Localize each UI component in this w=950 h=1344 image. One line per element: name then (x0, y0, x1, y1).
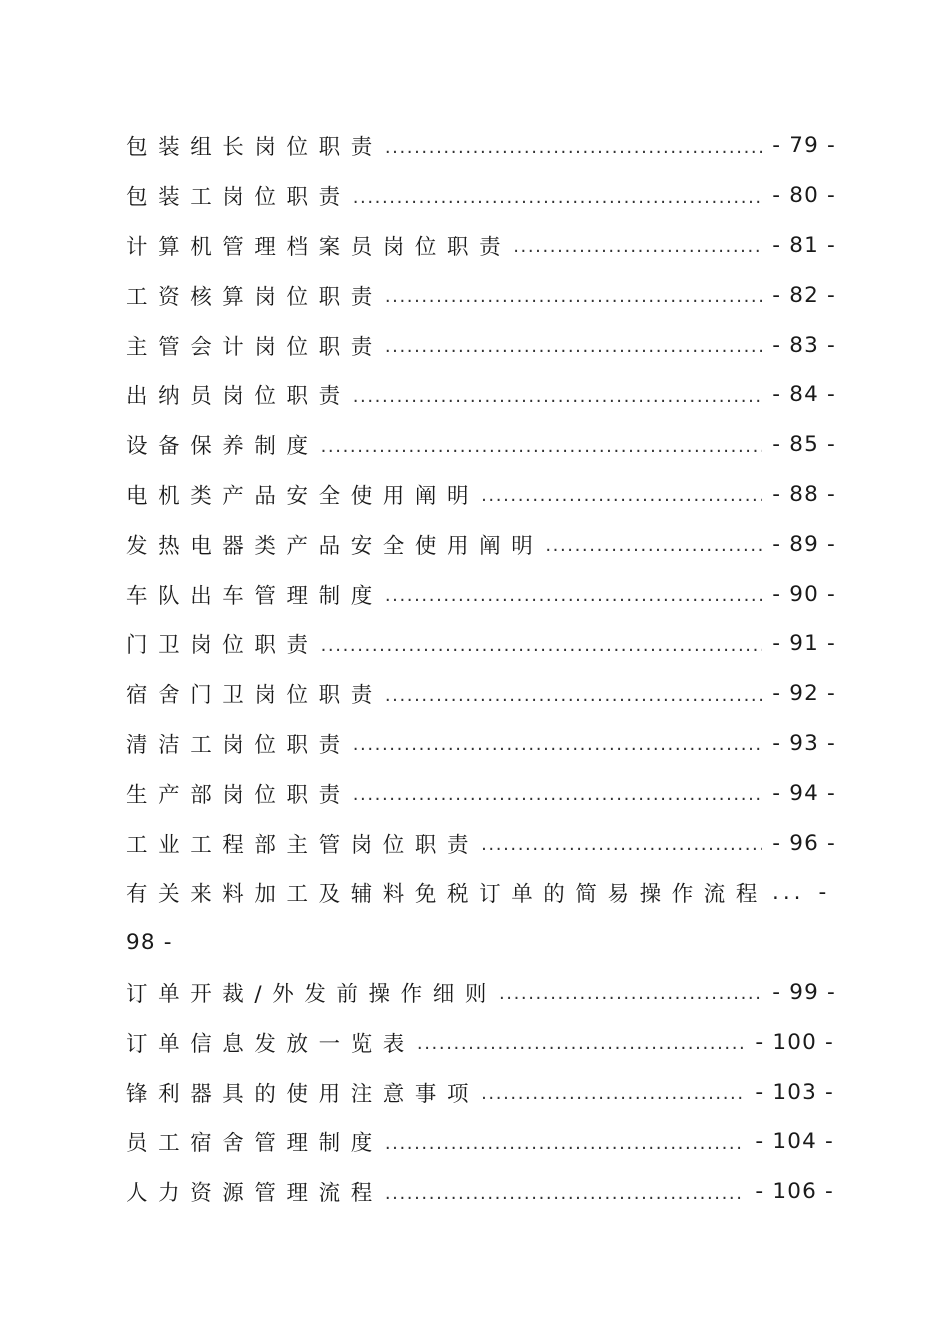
toc-entry-title: 设备保养制度 (126, 434, 319, 460)
toc-dot-leader (513, 232, 762, 258)
toc-entry-title: 生产部岗位职责 (126, 782, 351, 808)
toc-entry-page: - 90 - (772, 581, 836, 607)
toc-dot-leader (481, 481, 762, 507)
toc-dot-leader (385, 581, 762, 607)
toc-entry-title: 出纳员岗位职责 (126, 384, 351, 410)
toc-entry-title: 包装组长岗位职责 (126, 135, 383, 161)
toc-entry[interactable] (126, 470, 846, 520)
toc-entry-wrapped-continuation (126, 918, 846, 968)
toc-entry[interactable] (126, 968, 846, 1018)
toc-entry[interactable] (126, 1067, 846, 1117)
toc-entry-title: 清洁工岗位职责 (126, 732, 351, 758)
toc-entry-page: - 99 - (772, 979, 836, 1005)
toc-entry-page: - 89 - (772, 531, 836, 557)
toc-entry-page: - 92 - (772, 681, 836, 707)
toc-dot-leader (385, 133, 762, 159)
toc-entry[interactable] (126, 1117, 846, 1167)
toc-entry-page: - 94 - (772, 780, 836, 806)
toc-entry[interactable] (126, 569, 846, 619)
toc-entry-title: 工业工程部主管岗位职责 (126, 832, 480, 858)
toc-entry-page: - 100 - (755, 1029, 834, 1055)
toc-entry-page-part: 98 - (126, 930, 173, 956)
toc-entry[interactable] (126, 370, 846, 420)
toc-dot-leader (481, 830, 762, 856)
toc-entry-page: - 83 - (772, 332, 836, 358)
toc-entry[interactable] (126, 519, 846, 569)
toc-dot-leader (321, 432, 763, 458)
toc-entry[interactable] (126, 420, 846, 470)
toc-entry[interactable] (126, 619, 846, 669)
toc-entry-page: - 80 - (772, 183, 836, 209)
toc-entry-title: 门卫岗位职责 (126, 633, 319, 659)
toc-entry-title: 电机类产品安全使用阐明 (126, 483, 480, 509)
toc-entry-page: - 88 - (772, 481, 836, 507)
toc-dot-leader (417, 1029, 745, 1055)
toc-entry-page: - 96 - (772, 830, 836, 856)
toc-entry[interactable] (126, 1017, 846, 1067)
toc-entry-page: - 79 - (772, 133, 836, 159)
toc-entry-page: - 104 - (755, 1129, 834, 1155)
toc-entry-wrapped[interactable] (126, 868, 846, 918)
toc-entry-page: - 81 - (772, 232, 836, 258)
toc-entry[interactable] (126, 719, 846, 769)
toc-entry-page: - 85 - (772, 432, 836, 458)
toc-entry-title: 有关来料加工及辅料免税订单的简易操作流程 (126, 882, 769, 908)
toc-entry-title: 人力资源管理流程 (126, 1181, 383, 1207)
toc-entry-title: 订单信息发放一览表 (126, 1031, 415, 1057)
toc-dot-leader (385, 282, 762, 308)
toc-entry-title: 包装工岗位职责 (126, 185, 351, 211)
toc-entry-page-part: - (818, 880, 827, 906)
toc-entry-page: - 93 - (772, 730, 836, 756)
toc-entry[interactable] (126, 221, 846, 271)
toc-entry-page: - 103 - (755, 1079, 834, 1105)
toc-entry-title: 宿舍门卫岗位职责 (126, 683, 383, 709)
toc-entry-page: - 82 - (772, 282, 836, 308)
toc-dot-leader (385, 681, 762, 707)
toc-dot-leader (499, 979, 762, 1005)
toc-dot-leader (385, 332, 762, 358)
toc-dot-leader (321, 631, 763, 657)
toc-entry[interactable] (126, 171, 846, 221)
toc-entry[interactable] (126, 818, 846, 868)
toc-entry[interactable] (126, 1167, 846, 1217)
table-of-contents (126, 121, 846, 1217)
toc-entry-title: 工资核算岗位职责 (126, 284, 383, 310)
toc-entry[interactable] (126, 121, 846, 171)
toc-entry-title: 主管会计岗位职责 (126, 334, 383, 360)
toc-entry[interactable] (126, 768, 846, 818)
toc-entry-title: 发热电器类产品安全使用阐明 (126, 533, 544, 559)
toc-entry-title: 车队出车管理制度 (126, 583, 383, 609)
toc-dot-leader (545, 531, 762, 557)
toc-entry-page: - 91 - (772, 631, 836, 657)
toc-entry[interactable] (126, 270, 846, 320)
toc-dot-leader (353, 382, 763, 408)
toc-entry[interactable] (126, 669, 846, 719)
toc-entry-page: - 106 - (755, 1179, 834, 1205)
toc-dot-leader (385, 1129, 746, 1155)
toc-entry-title: 计算机管理档案员岗位职责 (126, 234, 512, 260)
toc-entry-title: 员工宿舍管理制度 (126, 1131, 383, 1157)
toc-entry-page: - 84 - (772, 382, 836, 408)
toc-dot-leader (353, 183, 763, 209)
toc-entry-title: 锋利器具的使用注意事项 (126, 1081, 480, 1107)
toc-dot-leader (353, 730, 763, 756)
toc-dot-leader (385, 1179, 746, 1205)
toc-dot-leader: ... (772, 880, 805, 906)
toc-dot-leader (481, 1079, 745, 1105)
toc-entry[interactable] (126, 320, 846, 370)
toc-dot-leader (353, 780, 763, 806)
toc-entry-title: 订单开裁/外发前操作细则 (126, 981, 497, 1007)
